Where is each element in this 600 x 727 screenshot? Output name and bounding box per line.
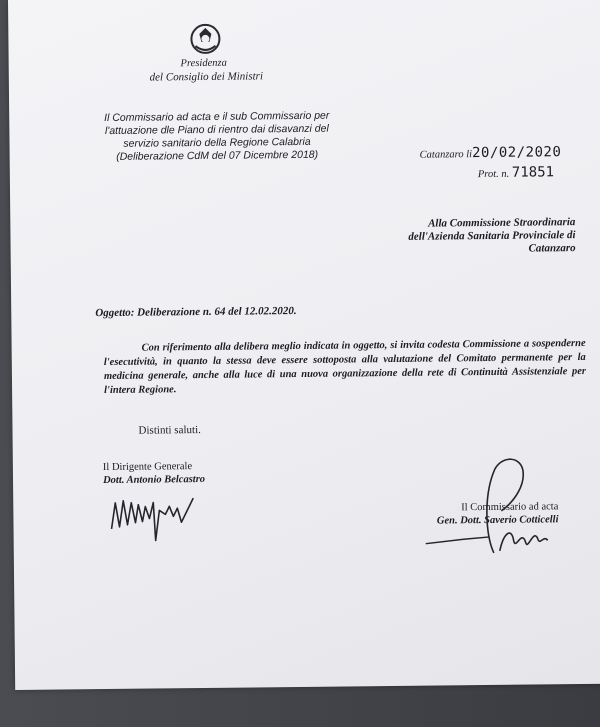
subject-line: Oggetto: Deliberazione n. 64 del 12.02.2020.	[95, 304, 297, 320]
sender-line: Il Commissario ad acta e il sub Commissario per	[104, 109, 330, 124]
protocol-label: Prot. n.	[477, 168, 510, 181]
signature-left-icon	[107, 488, 208, 545]
place-label: Catanzaro li	[419, 149, 473, 161]
place-date	[420, 144, 570, 162]
handwritten-protocol: 71851	[511, 164, 555, 181]
header-consiglio: del Consiglio dei Ministri	[149, 70, 264, 84]
letter-page	[8, 0, 600, 690]
sender-line: servizio sanitario della Regione Calabria	[123, 135, 311, 150]
closing-salutation: Distinti saluti.	[138, 424, 201, 437]
recipient-line: Alla Commissione Straordinaria	[427, 216, 576, 230]
protocol-number	[478, 164, 588, 181]
sender-line: l'attuazione dle Piano di rientro dai disavanzi del	[104, 122, 329, 137]
signer-left-name: Dott. Antonio Belcastro	[102, 473, 206, 487]
body-paragraph: Con riferimento alla delibera meglio indicata in oggetto, si invita codesta Commissione a sospenderne l'esecutività, in quanto la stessa deve essere sottoposta alla valutazione del Comitato permanente per la medicina generale, anche alla luce di una nuova organizzazione della rete di Continuità Assistenziale per l'intera Regione.	[103, 337, 586, 397]
signature-right-icon	[423, 454, 554, 565]
handwritten-date: 20/02/2020	[471, 144, 562, 162]
sender-block	[89, 109, 345, 164]
emblem-icon	[188, 22, 222, 56]
recipient-line: dell'Azienda Sanitaria Provinciale di	[408, 229, 576, 243]
signer-right-title: Il Commissario ad acta	[461, 501, 559, 514]
sender-line: (Deliberazione CdM del 07 Dicembre 2018)	[116, 148, 319, 163]
signer-left	[103, 460, 243, 487]
recipient-line: Catanzaro	[528, 242, 576, 255]
header-presidenza: Presidenza	[180, 57, 227, 70]
recipient-block	[370, 216, 575, 257]
signer-left-title: Il Dirigente Generale	[102, 461, 193, 474]
signer-right-name: Gen. Dott. Saverio Cotticelli	[436, 514, 559, 527]
